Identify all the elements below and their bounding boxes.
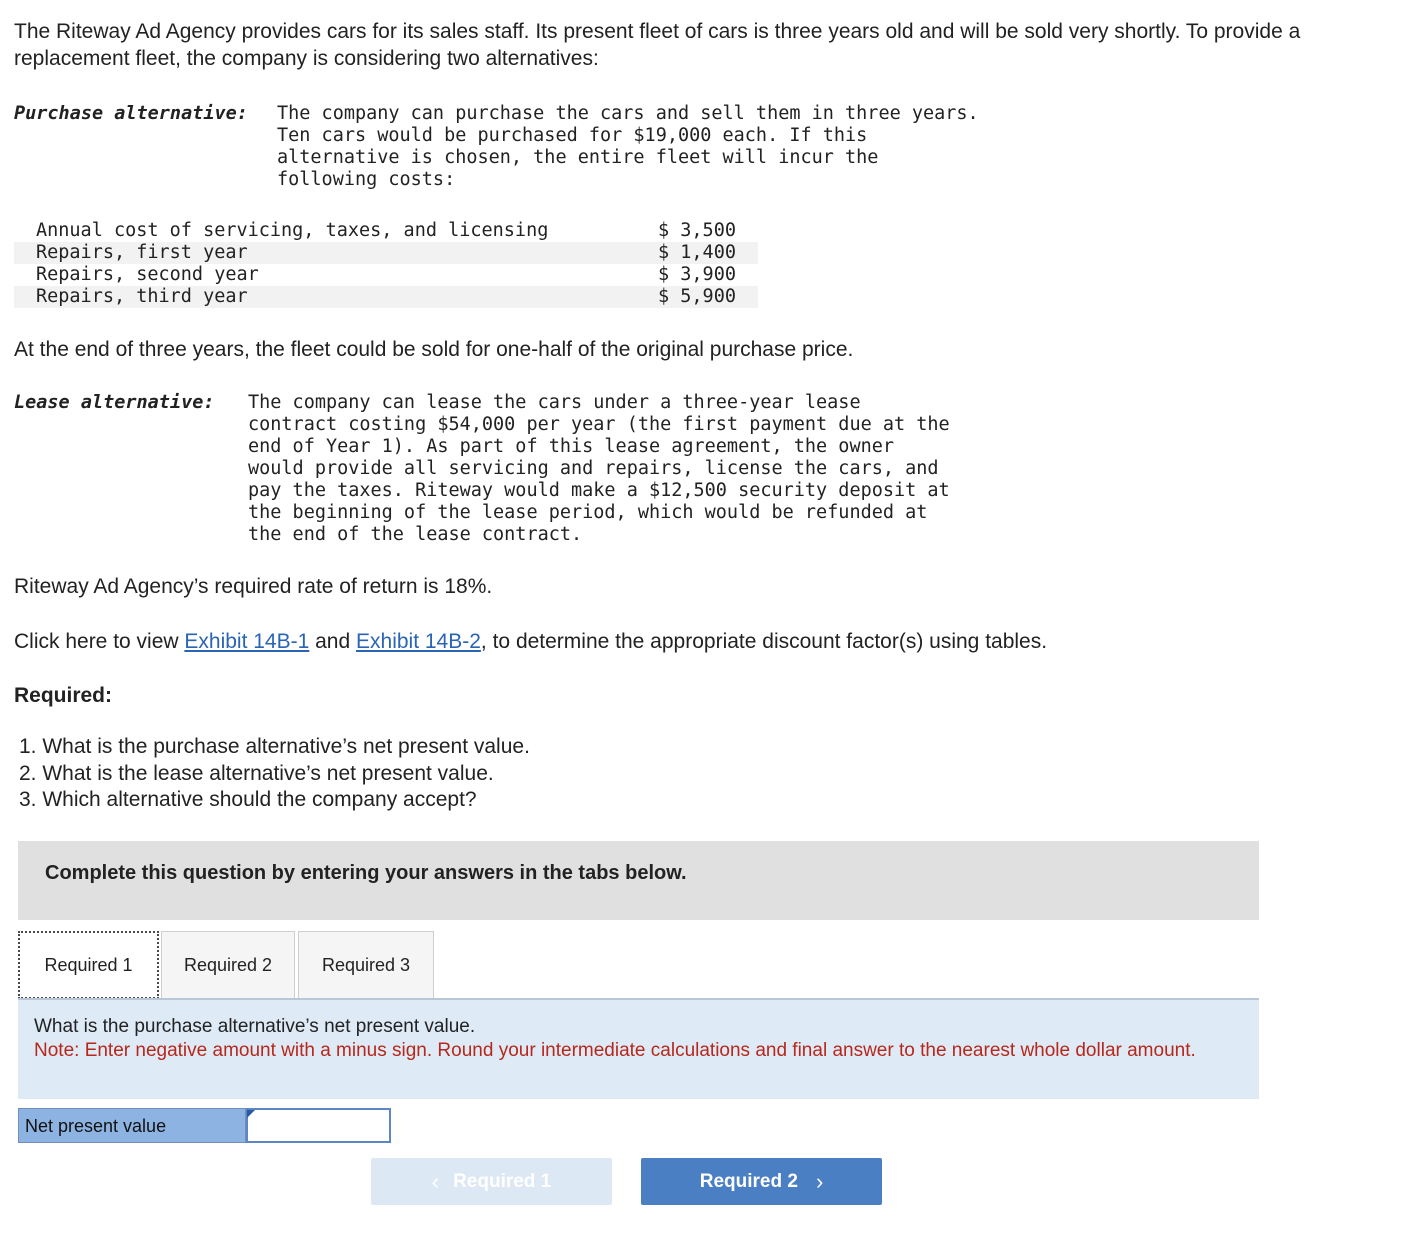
lease-line: the beginning of the lease period, which would be refunded at	[248, 502, 928, 523]
exhibit-suffix: , to determine the appropriate discount factor(s) using tables.	[480, 630, 1048, 653]
cost-value: $ 5,900	[658, 286, 736, 307]
purchase-alternative-text	[277, 103, 979, 191]
required-list	[19, 734, 530, 814]
net-present-value-label: Net present value	[18, 1108, 246, 1143]
exhibit-14b-1-link[interactable]: Exhibit 14B-1	[184, 630, 310, 653]
next-button-label: Required 2	[699, 1170, 798, 1192]
tab-required-1[interactable]: Required 1	[18, 931, 159, 999]
required-item: 2. What is the lease alternative’s net present value.	[19, 761, 494, 785]
cost-value: $ 3,900	[658, 264, 736, 285]
lease-line: pay the taxes. Riteway would make a $12,500 security deposit at	[248, 480, 950, 501]
cost-label: Repairs, first year	[36, 242, 248, 263]
lease-line: The company can lease the cars under a three-year lease	[248, 392, 861, 413]
question-text-block	[34, 1015, 1234, 1062]
cost-row	[14, 220, 758, 242]
chevron-left-icon: ‹	[431, 1168, 440, 1194]
previous-button-label: Required 1	[453, 1170, 552, 1192]
required-item: 1. What is the purchase alternative’s net present value.	[19, 735, 530, 758]
cost-row	[14, 242, 758, 264]
lease-alternative-label: Lease alternative:	[14, 392, 215, 413]
question-note: Note: Enter negative amount with a minus sign. Round your intermediate calculations and final answer to the nearest whole dollar amount.	[34, 1039, 1196, 1061]
cost-row	[14, 286, 758, 308]
exhibit-prefix: Click here to view	[14, 630, 185, 653]
lease-line: the end of the lease contract.	[248, 524, 583, 545]
rate-text: Riteway Ad Agency’s required rate of return is 18%.	[14, 575, 493, 598]
exhibit-middle: and	[309, 630, 357, 653]
required-item: 3. Which alternative should the company accept?	[19, 788, 477, 811]
question-text: What is the purchase alternative’s net present value.	[34, 1016, 476, 1037]
previous-button[interactable]	[371, 1158, 612, 1205]
purchase-line: The company can purchase the cars and sell them in three years.	[277, 103, 979, 124]
lease-line: end of Year 1). As part of this lease agreement, the owner	[248, 436, 895, 457]
cost-label: Repairs, third year	[36, 286, 248, 307]
banner-text: Complete this question by entering your answers in the tabs below.	[45, 862, 687, 884]
cost-label: Annual cost of servicing, taxes, and licensing	[36, 220, 549, 241]
cost-label: Repairs, second year	[36, 264, 259, 285]
chevron-right-icon: ›	[815, 1168, 824, 1194]
purchase-line: following costs:	[277, 169, 456, 190]
resale-text: At the end of three years, the fleet could be sold for one-half of the original purchase price.	[14, 338, 854, 361]
required-heading: Required:	[14, 684, 113, 707]
tab-required-2[interactable]: Required 2	[161, 931, 295, 999]
input-marker-icon	[247, 1110, 255, 1118]
exhibit-instructions	[14, 628, 1047, 655]
cost-value: $ 1,400	[658, 242, 736, 263]
next-button[interactable]	[641, 1158, 882, 1205]
lease-alternative-text	[248, 392, 950, 546]
intro-paragraph: The Riteway Ad Agency provides cars for its sales staff. Its present fleet of cars is three years old and will be sold very shortly. To provide a replacement fleet, the company is considering two alternatives:	[14, 20, 1301, 70]
purchase-line: Ten cars would be purchased for $19,000 each. If this	[277, 125, 868, 146]
purchase-alternative-label: Purchase alternative:	[14, 103, 248, 124]
net-present-value-input[interactable]	[246, 1108, 391, 1143]
purchase-line: alternative is chosen, the entire fleet will incur the	[277, 147, 879, 168]
exhibit-14b-2-link[interactable]: Exhibit 14B-2	[356, 630, 481, 653]
purchase-cost-table	[14, 220, 758, 308]
lease-line: contract costing $54,000 per year (the first payment due at the	[248, 414, 950, 435]
lease-line: would provide all servicing and repairs, license the cars, and	[248, 458, 939, 479]
cost-value: $ 3,500	[658, 220, 736, 241]
tab-required-3[interactable]: Required 3	[298, 931, 434, 999]
cost-row	[14, 264, 758, 286]
